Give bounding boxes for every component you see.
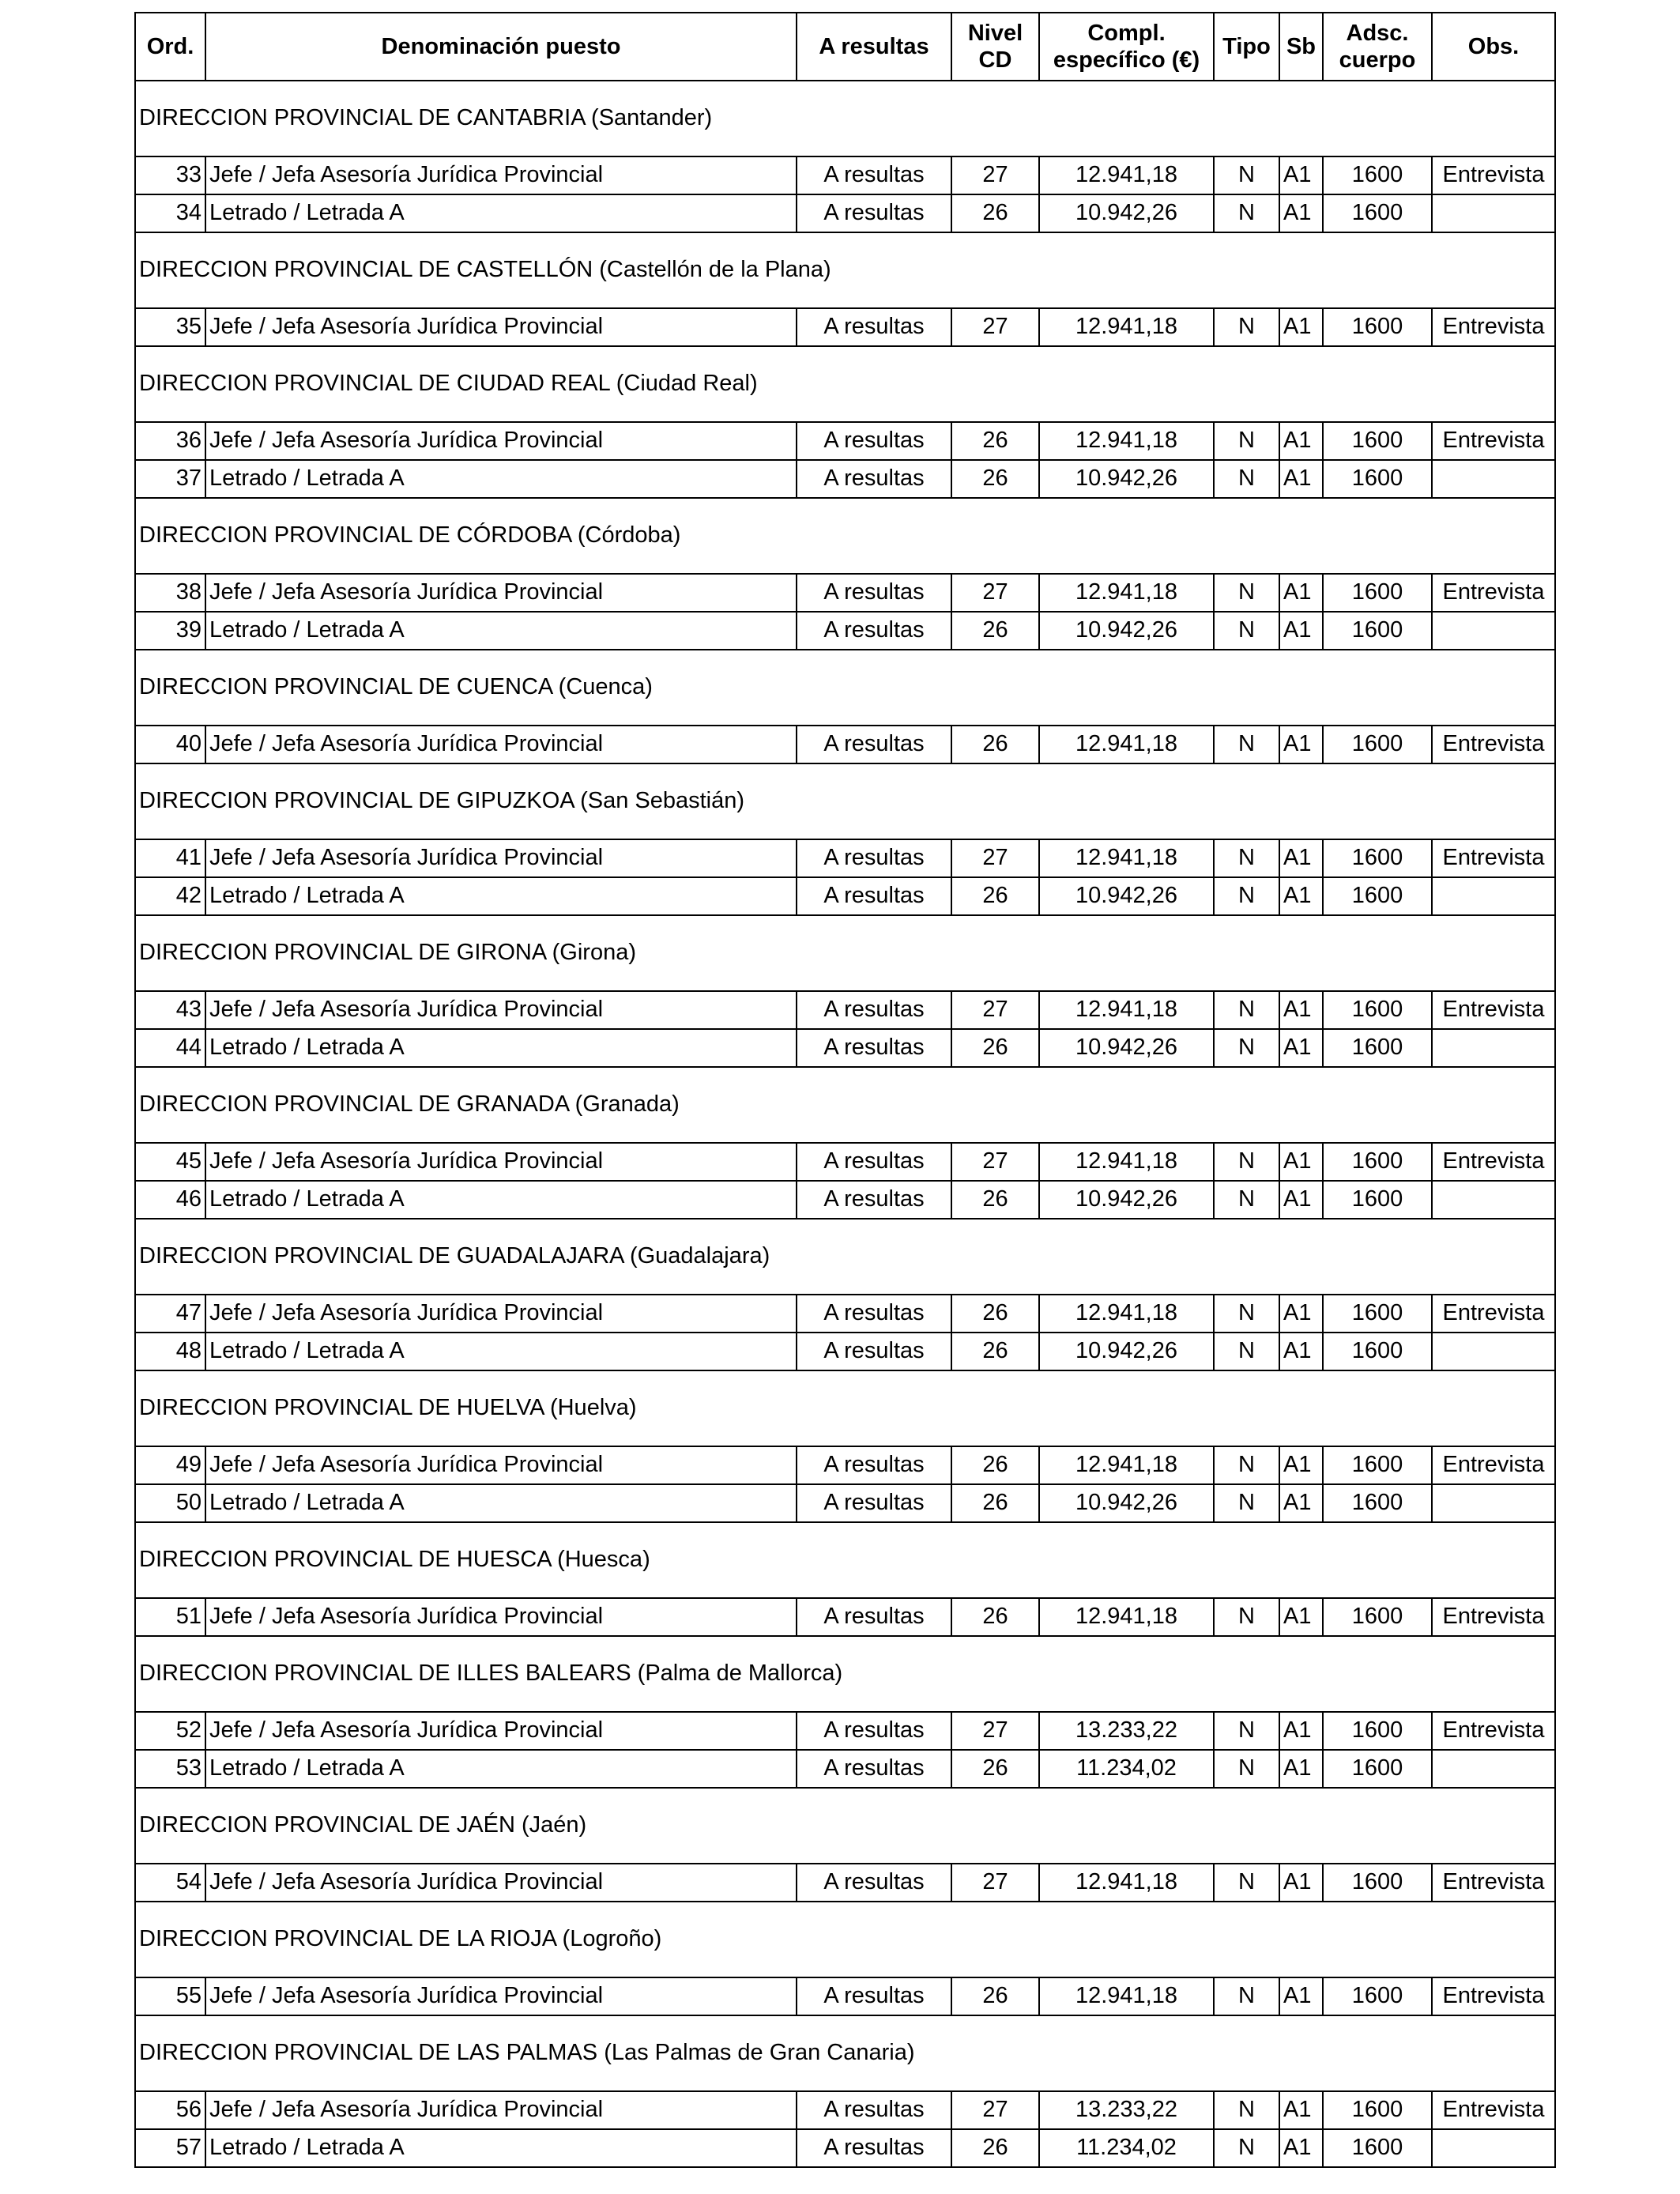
cell-tipo: N [1214, 2129, 1279, 2167]
table-row [135, 877, 1555, 915]
header-adsc-cuerpo: Adsc. cuerpo [1323, 13, 1432, 81]
cell-ord: 46 [135, 1181, 205, 1219]
header-tipo: Tipo [1214, 13, 1279, 81]
table-row [135, 2129, 1555, 2167]
cell-adsc-cuerpo: 1600 [1323, 422, 1432, 460]
section-row [135, 1067, 1555, 1143]
cell-nivel-cd: 26 [951, 1484, 1039, 1522]
cell-a-resultas: A resultas [797, 1750, 951, 1788]
section-title: DIRECCION PROVINCIAL DE LAS PALMAS (Las Palmas de Gran Canaria) [135, 2015, 1555, 2091]
cell-a-resultas: A resultas [797, 422, 951, 460]
cell-denominacion: Jefe / Jefa Asesoría Jurídica Provincial [205, 574, 797, 612]
cell-compl-especifico: 12.941,18 [1039, 1143, 1214, 1181]
cell-adsc-cuerpo: 1600 [1323, 1333, 1432, 1370]
cell-sb: A1 [1279, 726, 1323, 763]
cell-sb: A1 [1279, 877, 1323, 915]
cell-sb: A1 [1279, 1484, 1323, 1522]
cell-nivel-cd: 26 [951, 1295, 1039, 1333]
cell-tipo: N [1214, 1181, 1279, 1219]
header-compl-especifico: Compl. específico (€) [1039, 13, 1214, 81]
section-row [135, 1219, 1555, 1295]
cell-a-resultas: A resultas [797, 308, 951, 346]
cell-obs: Entrevista [1432, 2091, 1555, 2129]
cell-tipo: N [1214, 1295, 1279, 1333]
cell-a-resultas: A resultas [797, 1333, 951, 1370]
table-row [135, 574, 1555, 612]
cell-sb: A1 [1279, 1750, 1323, 1788]
table-row [135, 839, 1555, 877]
cell-obs [1432, 1333, 1555, 1370]
cell-a-resultas: A resultas [797, 1029, 951, 1067]
cell-nivel-cd: 26 [951, 1029, 1039, 1067]
cell-denominacion: Jefe / Jefa Asesoría Jurídica Provincial [205, 156, 797, 194]
cell-tipo: N [1214, 2091, 1279, 2129]
cell-sb: A1 [1279, 194, 1323, 232]
cell-obs: Entrevista [1432, 1143, 1555, 1181]
cell-denominacion: Letrado / Letrada A [205, 1029, 797, 1067]
cell-obs: Entrevista [1432, 991, 1555, 1029]
cell-ord: 56 [135, 2091, 205, 2129]
cell-sb: A1 [1279, 1864, 1323, 1902]
cell-nivel-cd: 26 [951, 422, 1039, 460]
cell-sb: A1 [1279, 2091, 1323, 2129]
cell-obs: Entrevista [1432, 574, 1555, 612]
cell-sb: A1 [1279, 574, 1323, 612]
cell-sb: A1 [1279, 2129, 1323, 2167]
table-row [135, 1484, 1555, 1522]
cell-ord: 55 [135, 1977, 205, 2015]
cell-obs: Entrevista [1432, 1295, 1555, 1333]
cell-denominacion: Letrado / Letrada A [205, 1181, 797, 1219]
cell-ord: 40 [135, 726, 205, 763]
cell-adsc-cuerpo: 1600 [1323, 1864, 1432, 1902]
cell-obs [1432, 194, 1555, 232]
cell-adsc-cuerpo: 1600 [1323, 1181, 1432, 1219]
section-title: DIRECCION PROVINCIAL DE GIRONA (Girona) [135, 915, 1555, 991]
cell-compl-especifico: 12.941,18 [1039, 1864, 1214, 1902]
cell-denominacion: Jefe / Jefa Asesoría Jurídica Provincial [205, 308, 797, 346]
cell-a-resultas: A resultas [797, 1598, 951, 1636]
header-obs: Obs. [1432, 13, 1555, 81]
cell-denominacion: Jefe / Jefa Asesoría Jurídica Provincial [205, 726, 797, 763]
cell-a-resultas: A resultas [797, 574, 951, 612]
cell-denominacion: Jefe / Jefa Asesoría Jurídica Provincial [205, 1977, 797, 2015]
cell-obs: Entrevista [1432, 422, 1555, 460]
table-row [135, 1143, 1555, 1181]
cell-sb: A1 [1279, 1598, 1323, 1636]
cell-sb: A1 [1279, 612, 1323, 650]
cell-nivel-cd: 26 [951, 877, 1039, 915]
table-row [135, 460, 1555, 498]
section-title: DIRECCION PROVINCIAL DE HUELVA (Huelva) [135, 1370, 1555, 1446]
section-title: DIRECCION PROVINCIAL DE ILLES BALEARS (Palma de Mallorca) [135, 1636, 1555, 1712]
cell-ord: 42 [135, 877, 205, 915]
cell-a-resultas: A resultas [797, 1143, 951, 1181]
cell-nivel-cd: 26 [951, 194, 1039, 232]
cell-sb: A1 [1279, 991, 1323, 1029]
cell-nivel-cd: 26 [951, 1977, 1039, 2015]
cell-ord: 41 [135, 839, 205, 877]
cell-denominacion: Letrado / Letrada A [205, 1750, 797, 1788]
table-row [135, 1181, 1555, 1219]
cell-sb: A1 [1279, 422, 1323, 460]
cell-tipo: N [1214, 726, 1279, 763]
cell-adsc-cuerpo: 1600 [1323, 194, 1432, 232]
cell-nivel-cd: 27 [951, 1712, 1039, 1750]
cell-ord: 38 [135, 574, 205, 612]
cell-obs [1432, 1750, 1555, 1788]
cell-a-resultas: A resultas [797, 612, 951, 650]
cell-adsc-cuerpo: 1600 [1323, 1295, 1432, 1333]
cell-tipo: N [1214, 839, 1279, 877]
cell-a-resultas: A resultas [797, 194, 951, 232]
cell-a-resultas: A resultas [797, 2129, 951, 2167]
table-row [135, 194, 1555, 232]
cell-nivel-cd: 26 [951, 2129, 1039, 2167]
cell-obs: Entrevista [1432, 1712, 1555, 1750]
section-row [135, 1788, 1555, 1864]
cell-tipo: N [1214, 1977, 1279, 2015]
cell-denominacion: Letrado / Letrada A [205, 612, 797, 650]
cell-compl-especifico: 12.941,18 [1039, 574, 1214, 612]
cell-denominacion: Jefe / Jefa Asesoría Jurídica Provincial [205, 2091, 797, 2129]
cell-sb: A1 [1279, 460, 1323, 498]
positions-table [134, 12, 1556, 2168]
section-row [135, 346, 1555, 422]
cell-denominacion: Jefe / Jefa Asesoría Jurídica Provincial [205, 839, 797, 877]
cell-nivel-cd: 26 [951, 726, 1039, 763]
table-row [135, 156, 1555, 194]
table-row [135, 2091, 1555, 2129]
cell-compl-especifico: 12.941,18 [1039, 839, 1214, 877]
cell-nivel-cd: 26 [951, 1750, 1039, 1788]
section-title: DIRECCION PROVINCIAL DE CASTELLÓN (Castellón de la Plana) [135, 232, 1555, 308]
cell-ord: 48 [135, 1333, 205, 1370]
cell-a-resultas: A resultas [797, 460, 951, 498]
section-title: DIRECCION PROVINCIAL DE GUADALAJARA (Guadalajara) [135, 1219, 1555, 1295]
cell-compl-especifico: 13.233,22 [1039, 1712, 1214, 1750]
cell-sb: A1 [1279, 308, 1323, 346]
cell-tipo: N [1214, 1712, 1279, 1750]
cell-denominacion: Letrado / Letrada A [205, 460, 797, 498]
table-row [135, 726, 1555, 763]
section-row [135, 232, 1555, 308]
cell-ord: 37 [135, 460, 205, 498]
cell-adsc-cuerpo: 1600 [1323, 1750, 1432, 1788]
cell-compl-especifico: 12.941,18 [1039, 156, 1214, 194]
cell-ord: 45 [135, 1143, 205, 1181]
header-row [135, 13, 1555, 81]
cell-denominacion: Jefe / Jefa Asesoría Jurídica Provincial [205, 1598, 797, 1636]
table-row [135, 612, 1555, 650]
cell-adsc-cuerpo: 1600 [1323, 460, 1432, 498]
cell-ord: 36 [135, 422, 205, 460]
cell-sb: A1 [1279, 1295, 1323, 1333]
cell-adsc-cuerpo: 1600 [1323, 726, 1432, 763]
cell-obs [1432, 612, 1555, 650]
cell-nivel-cd: 27 [951, 991, 1039, 1029]
cell-sb: A1 [1279, 839, 1323, 877]
cell-ord: 39 [135, 612, 205, 650]
cell-adsc-cuerpo: 1600 [1323, 839, 1432, 877]
cell-tipo: N [1214, 460, 1279, 498]
cell-adsc-cuerpo: 1600 [1323, 1446, 1432, 1484]
cell-adsc-cuerpo: 1600 [1323, 1598, 1432, 1636]
cell-ord: 33 [135, 156, 205, 194]
section-row [135, 915, 1555, 991]
cell-denominacion: Jefe / Jefa Asesoría Jurídica Provincial [205, 1295, 797, 1333]
cell-tipo: N [1214, 1484, 1279, 1522]
cell-ord: 50 [135, 1484, 205, 1522]
cell-adsc-cuerpo: 1600 [1323, 1977, 1432, 2015]
cell-compl-especifico: 10.942,26 [1039, 1029, 1214, 1067]
cell-denominacion: Letrado / Letrada A [205, 1484, 797, 1522]
cell-ord: 43 [135, 991, 205, 1029]
cell-sb: A1 [1279, 156, 1323, 194]
cell-obs: Entrevista [1432, 1864, 1555, 1902]
cell-nivel-cd: 27 [951, 1143, 1039, 1181]
section-row [135, 1636, 1555, 1712]
cell-adsc-cuerpo: 1600 [1323, 1712, 1432, 1750]
table-row [135, 1333, 1555, 1370]
cell-tipo: N [1214, 1750, 1279, 1788]
cell-ord: 34 [135, 194, 205, 232]
cell-tipo: N [1214, 1333, 1279, 1370]
cell-denominacion: Jefe / Jefa Asesoría Jurídica Provincial [205, 422, 797, 460]
cell-ord: 54 [135, 1864, 205, 1902]
cell-ord: 52 [135, 1712, 205, 1750]
cell-tipo: N [1214, 574, 1279, 612]
cell-adsc-cuerpo: 1600 [1323, 156, 1432, 194]
cell-compl-especifico: 12.941,18 [1039, 422, 1214, 460]
section-title: DIRECCION PROVINCIAL DE CÓRDOBA (Córdoba) [135, 498, 1555, 574]
cell-nivel-cd: 26 [951, 460, 1039, 498]
cell-denominacion: Jefe / Jefa Asesoría Jurídica Provincial [205, 1143, 797, 1181]
cell-nivel-cd: 26 [951, 1333, 1039, 1370]
cell-adsc-cuerpo: 1600 [1323, 991, 1432, 1029]
cell-nivel-cd: 26 [951, 1598, 1039, 1636]
header-nivel-cd: Nivel CD [951, 13, 1039, 81]
cell-denominacion: Letrado / Letrada A [205, 877, 797, 915]
cell-obs: Entrevista [1432, 1446, 1555, 1484]
cell-obs: Entrevista [1432, 156, 1555, 194]
cell-compl-especifico: 10.942,26 [1039, 877, 1214, 915]
section-row [135, 498, 1555, 574]
cell-compl-especifico: 12.941,18 [1039, 1446, 1214, 1484]
cell-a-resultas: A resultas [797, 877, 951, 915]
table-body [135, 81, 1555, 2167]
section-row [135, 81, 1555, 156]
cell-nivel-cd: 27 [951, 308, 1039, 346]
section-row [135, 2015, 1555, 2091]
cell-compl-especifico: 10.942,26 [1039, 194, 1214, 232]
cell-compl-especifico: 10.942,26 [1039, 460, 1214, 498]
cell-tipo: N [1214, 1029, 1279, 1067]
cell-nivel-cd: 27 [951, 574, 1039, 612]
cell-ord: 44 [135, 1029, 205, 1067]
cell-sb: A1 [1279, 1143, 1323, 1181]
cell-a-resultas: A resultas [797, 991, 951, 1029]
cell-ord: 35 [135, 308, 205, 346]
cell-nivel-cd: 26 [951, 1181, 1039, 1219]
cell-ord: 47 [135, 1295, 205, 1333]
cell-tipo: N [1214, 991, 1279, 1029]
table-row [135, 1446, 1555, 1484]
section-title: DIRECCION PROVINCIAL DE CUENCA (Cuenca) [135, 650, 1555, 726]
cell-nivel-cd: 27 [951, 2091, 1039, 2129]
cell-adsc-cuerpo: 1600 [1323, 612, 1432, 650]
section-row [135, 1370, 1555, 1446]
cell-obs [1432, 1029, 1555, 1067]
cell-tipo: N [1214, 1446, 1279, 1484]
cell-adsc-cuerpo: 1600 [1323, 1143, 1432, 1181]
cell-tipo: N [1214, 308, 1279, 346]
cell-obs: Entrevista [1432, 308, 1555, 346]
cell-sb: A1 [1279, 1181, 1323, 1219]
header-ord: Ord. [135, 13, 205, 81]
cell-tipo: N [1214, 612, 1279, 650]
cell-obs [1432, 1484, 1555, 1522]
cell-a-resultas: A resultas [797, 1295, 951, 1333]
cell-obs: Entrevista [1432, 1598, 1555, 1636]
cell-compl-especifico: 10.942,26 [1039, 1333, 1214, 1370]
cell-obs [1432, 460, 1555, 498]
table-row [135, 422, 1555, 460]
cell-nivel-cd: 27 [951, 1864, 1039, 1902]
cell-compl-especifico: 12.941,18 [1039, 726, 1214, 763]
cell-denominacion: Jefe / Jefa Asesoría Jurídica Provincial [205, 1446, 797, 1484]
section-row [135, 763, 1555, 839]
table-row [135, 308, 1555, 346]
cell-nivel-cd: 27 [951, 839, 1039, 877]
cell-obs: Entrevista [1432, 1977, 1555, 2015]
cell-denominacion: Letrado / Letrada A [205, 194, 797, 232]
cell-a-resultas: A resultas [797, 1864, 951, 1902]
table-row [135, 991, 1555, 1029]
cell-adsc-cuerpo: 1600 [1323, 308, 1432, 346]
cell-a-resultas: A resultas [797, 1484, 951, 1522]
table-row [135, 1598, 1555, 1636]
cell-a-resultas: A resultas [797, 1712, 951, 1750]
cell-nivel-cd: 26 [951, 1446, 1039, 1484]
cell-tipo: N [1214, 877, 1279, 915]
cell-a-resultas: A resultas [797, 1446, 951, 1484]
cell-compl-especifico: 12.941,18 [1039, 991, 1214, 1029]
cell-compl-especifico: 11.234,02 [1039, 1750, 1214, 1788]
cell-compl-especifico: 10.942,26 [1039, 1181, 1214, 1219]
cell-tipo: N [1214, 156, 1279, 194]
cell-nivel-cd: 27 [951, 156, 1039, 194]
cell-obs [1432, 1181, 1555, 1219]
table-row [135, 1029, 1555, 1067]
cell-adsc-cuerpo: 1600 [1323, 574, 1432, 612]
section-row [135, 650, 1555, 726]
section-title: DIRECCION PROVINCIAL DE CANTABRIA (Santander) [135, 81, 1555, 156]
header-sb: Sb [1279, 13, 1323, 81]
cell-denominacion: Jefe / Jefa Asesoría Jurídica Provincial [205, 1712, 797, 1750]
section-title: DIRECCION PROVINCIAL DE GRANADA (Granada) [135, 1067, 1555, 1143]
section-title: DIRECCION PROVINCIAL DE HUESCA (Huesca) [135, 1522, 1555, 1598]
cell-compl-especifico: 13.233,22 [1039, 2091, 1214, 2129]
cell-ord: 57 [135, 2129, 205, 2167]
cell-compl-especifico: 10.942,26 [1039, 1484, 1214, 1522]
cell-adsc-cuerpo: 1600 [1323, 1484, 1432, 1522]
cell-denominacion: Jefe / Jefa Asesoría Jurídica Provincial [205, 1864, 797, 1902]
cell-denominacion: Letrado / Letrada A [205, 2129, 797, 2167]
cell-compl-especifico: 11.234,02 [1039, 2129, 1214, 2167]
cell-compl-especifico: 12.941,18 [1039, 1598, 1214, 1636]
header-denominacion: Denominación puesto [205, 13, 797, 81]
cell-tipo: N [1214, 1864, 1279, 1902]
cell-adsc-cuerpo: 1600 [1323, 1029, 1432, 1067]
table-row [135, 1295, 1555, 1333]
cell-obs [1432, 2129, 1555, 2167]
cell-obs: Entrevista [1432, 726, 1555, 763]
cell-sb: A1 [1279, 1029, 1323, 1067]
cell-a-resultas: A resultas [797, 726, 951, 763]
section-title: DIRECCION PROVINCIAL DE GIPUZKOA (San Sebastián) [135, 763, 1555, 839]
cell-tipo: N [1214, 1143, 1279, 1181]
cell-compl-especifico: 12.941,18 [1039, 308, 1214, 346]
table-row [135, 1712, 1555, 1750]
cell-nivel-cd: 26 [951, 612, 1039, 650]
cell-ord: 49 [135, 1446, 205, 1484]
section-title: DIRECCION PROVINCIAL DE LA RIOJA (Logroño) [135, 1902, 1555, 1977]
cell-a-resultas: A resultas [797, 1181, 951, 1219]
cell-denominacion: Letrado / Letrada A [205, 1333, 797, 1370]
table-row [135, 1750, 1555, 1788]
cell-compl-especifico: 12.941,18 [1039, 1977, 1214, 2015]
cell-a-resultas: A resultas [797, 2091, 951, 2129]
section-title: DIRECCION PROVINCIAL DE JAÉN (Jaén) [135, 1788, 1555, 1864]
cell-obs: Entrevista [1432, 839, 1555, 877]
cell-ord: 51 [135, 1598, 205, 1636]
cell-adsc-cuerpo: 1600 [1323, 2129, 1432, 2167]
cell-compl-especifico: 10.942,26 [1039, 612, 1214, 650]
cell-sb: A1 [1279, 1333, 1323, 1370]
section-row [135, 1902, 1555, 1977]
cell-sb: A1 [1279, 1712, 1323, 1750]
cell-tipo: N [1214, 422, 1279, 460]
cell-sb: A1 [1279, 1446, 1323, 1484]
section-row [135, 1522, 1555, 1598]
table-row [135, 1864, 1555, 1902]
table-row [135, 1977, 1555, 2015]
cell-a-resultas: A resultas [797, 156, 951, 194]
cell-a-resultas: A resultas [797, 839, 951, 877]
cell-compl-especifico: 12.941,18 [1039, 1295, 1214, 1333]
header-a-resultas: A resultas [797, 13, 951, 81]
cell-denominacion: Jefe / Jefa Asesoría Jurídica Provincial [205, 991, 797, 1029]
cell-adsc-cuerpo: 1600 [1323, 2091, 1432, 2129]
cell-ord: 53 [135, 1750, 205, 1788]
cell-obs [1432, 877, 1555, 915]
cell-tipo: N [1214, 194, 1279, 232]
cell-sb: A1 [1279, 1977, 1323, 2015]
cell-a-resultas: A resultas [797, 1977, 951, 2015]
cell-adsc-cuerpo: 1600 [1323, 877, 1432, 915]
cell-tipo: N [1214, 1598, 1279, 1636]
section-title: DIRECCION PROVINCIAL DE CIUDAD REAL (Ciudad Real) [135, 346, 1555, 422]
